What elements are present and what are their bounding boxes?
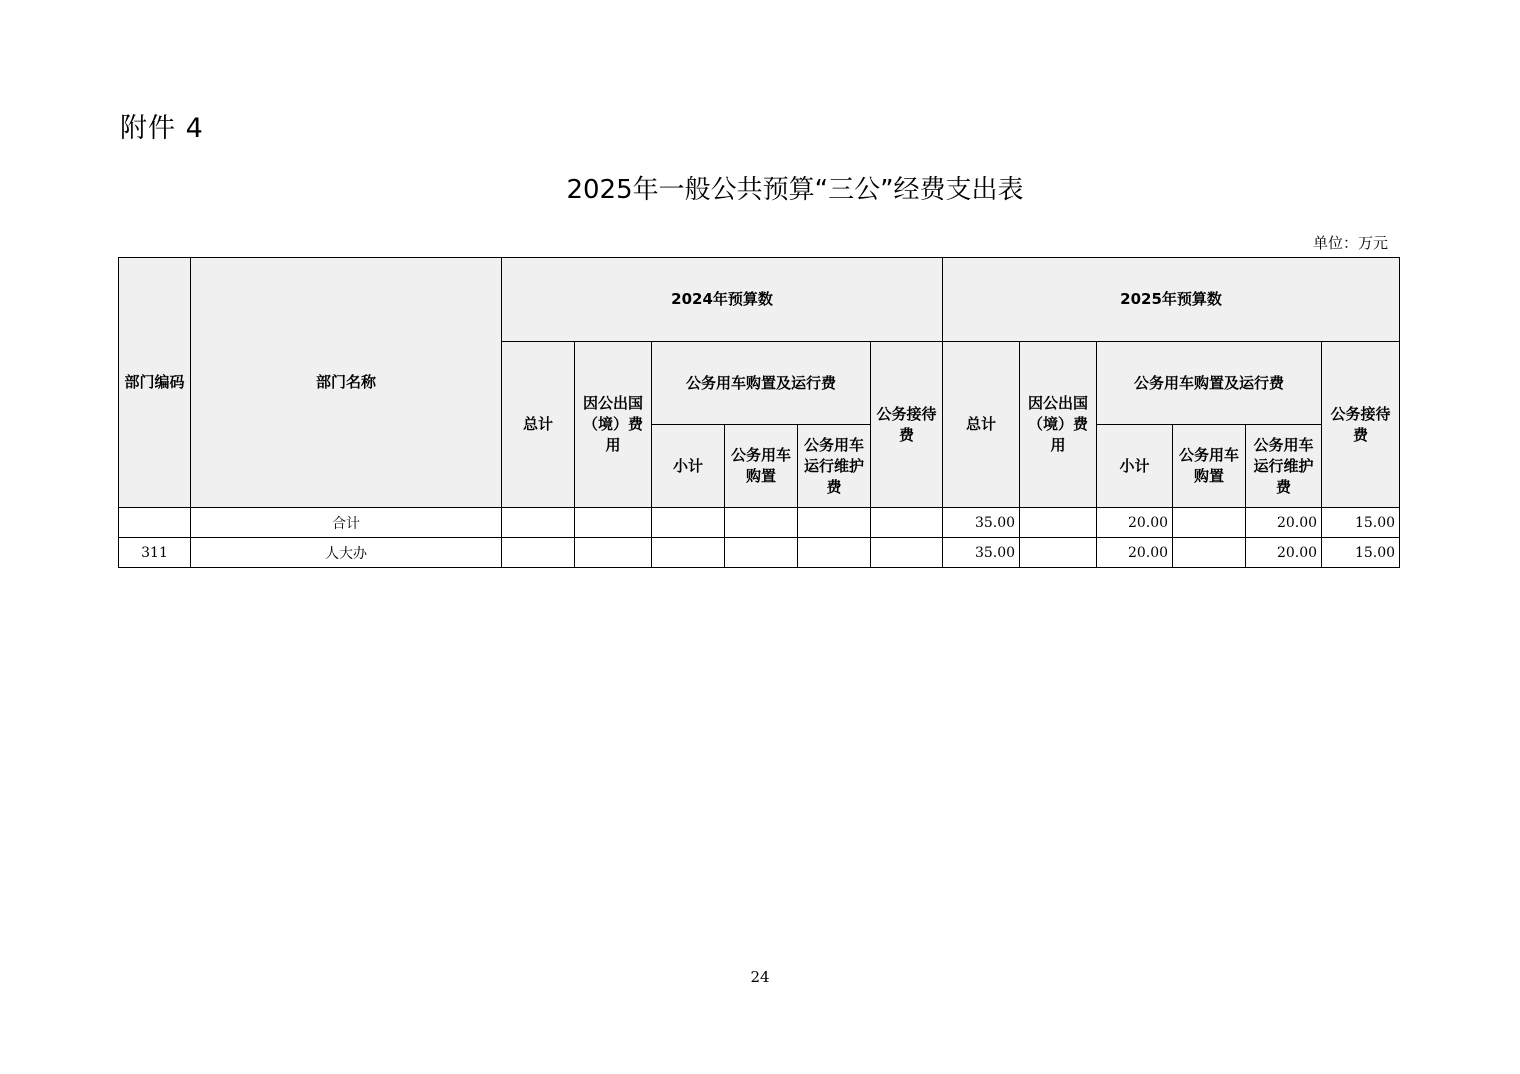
cell-2025-total: 35.00 xyxy=(943,508,1020,538)
cell-2024-reception xyxy=(871,508,943,538)
header-2024-total: 总计 xyxy=(502,342,575,508)
header-dept-code: 部门编码 xyxy=(119,258,191,508)
table-row-total xyxy=(119,508,1400,538)
cell-2024-subtotal xyxy=(652,508,725,538)
header-2025-vehicle-maintenance: 公务用车运行维护费 xyxy=(1246,425,1322,508)
cell-2025-subtotal: 20.00 xyxy=(1097,508,1173,538)
cell-name: 合计 xyxy=(191,508,502,538)
header-2025-vehicle: 公务用车购置及运行费 xyxy=(1097,342,1322,425)
cell-2025-total: 35.00 xyxy=(943,538,1020,568)
header-2024-subtotal: 小计 xyxy=(652,425,725,508)
header-year-2024: 2024年预算数 xyxy=(502,258,943,342)
cell-2024-purchase xyxy=(725,538,798,568)
cell-2025-maintenance: 20.00 xyxy=(1246,508,1322,538)
cell-2024-reception xyxy=(871,538,943,568)
header-2025-abroad: 因公出国（境）费用 xyxy=(1020,342,1097,508)
header-dept-name: 部门名称 xyxy=(191,258,502,508)
cell-2025-purchase xyxy=(1173,508,1246,538)
cell-2025-purchase xyxy=(1173,538,1246,568)
cell-2024-maintenance xyxy=(798,538,871,568)
header-2024-abroad: 因公出国（境）费用 xyxy=(575,342,652,508)
page-number: 24 xyxy=(750,968,770,986)
header-2024-vehicle: 公务用车购置及运行费 xyxy=(652,342,871,425)
cell-2024-total xyxy=(502,538,575,568)
cell-2025-maintenance: 20.00 xyxy=(1246,538,1322,568)
cell-2025-abroad xyxy=(1020,508,1097,538)
header-2024-reception: 公务接待费 xyxy=(871,342,943,508)
cell-2025-reception: 15.00 xyxy=(1322,508,1400,538)
cell-2024-subtotal xyxy=(652,538,725,568)
header-2025-total: 总计 xyxy=(943,342,1020,508)
cell-2024-abroad xyxy=(575,538,652,568)
budget-table xyxy=(118,257,1400,568)
document-title: 2025年一般公共预算“三公”经费支出表 xyxy=(566,175,1024,205)
cell-2025-abroad xyxy=(1020,538,1097,568)
header-2025-reception: 公务接待费 xyxy=(1322,342,1400,508)
header-year-2025: 2025年预算数 xyxy=(943,258,1400,342)
cell-name: 人大办 xyxy=(191,538,502,568)
header-2025-vehicle-purchase: 公务用车购置 xyxy=(1173,425,1246,508)
unit-label: 单位：万元 xyxy=(1312,234,1388,252)
cell-2025-reception: 15.00 xyxy=(1322,538,1400,568)
cell-2024-total xyxy=(502,508,575,538)
cell-code xyxy=(119,508,191,538)
cell-2025-subtotal: 20.00 xyxy=(1097,538,1173,568)
attachment-label: 附件 4 xyxy=(120,113,204,144)
header-2024-vehicle-purchase: 公务用车购置 xyxy=(725,425,798,508)
table-row xyxy=(119,538,1400,568)
header-2025-subtotal: 小计 xyxy=(1097,425,1173,508)
cell-2024-abroad xyxy=(575,508,652,538)
cell-2024-maintenance xyxy=(798,508,871,538)
cell-2024-purchase xyxy=(725,508,798,538)
cell-code: 311 xyxy=(119,538,191,568)
header-2024-vehicle-maintenance: 公务用车运行维护费 xyxy=(798,425,871,508)
